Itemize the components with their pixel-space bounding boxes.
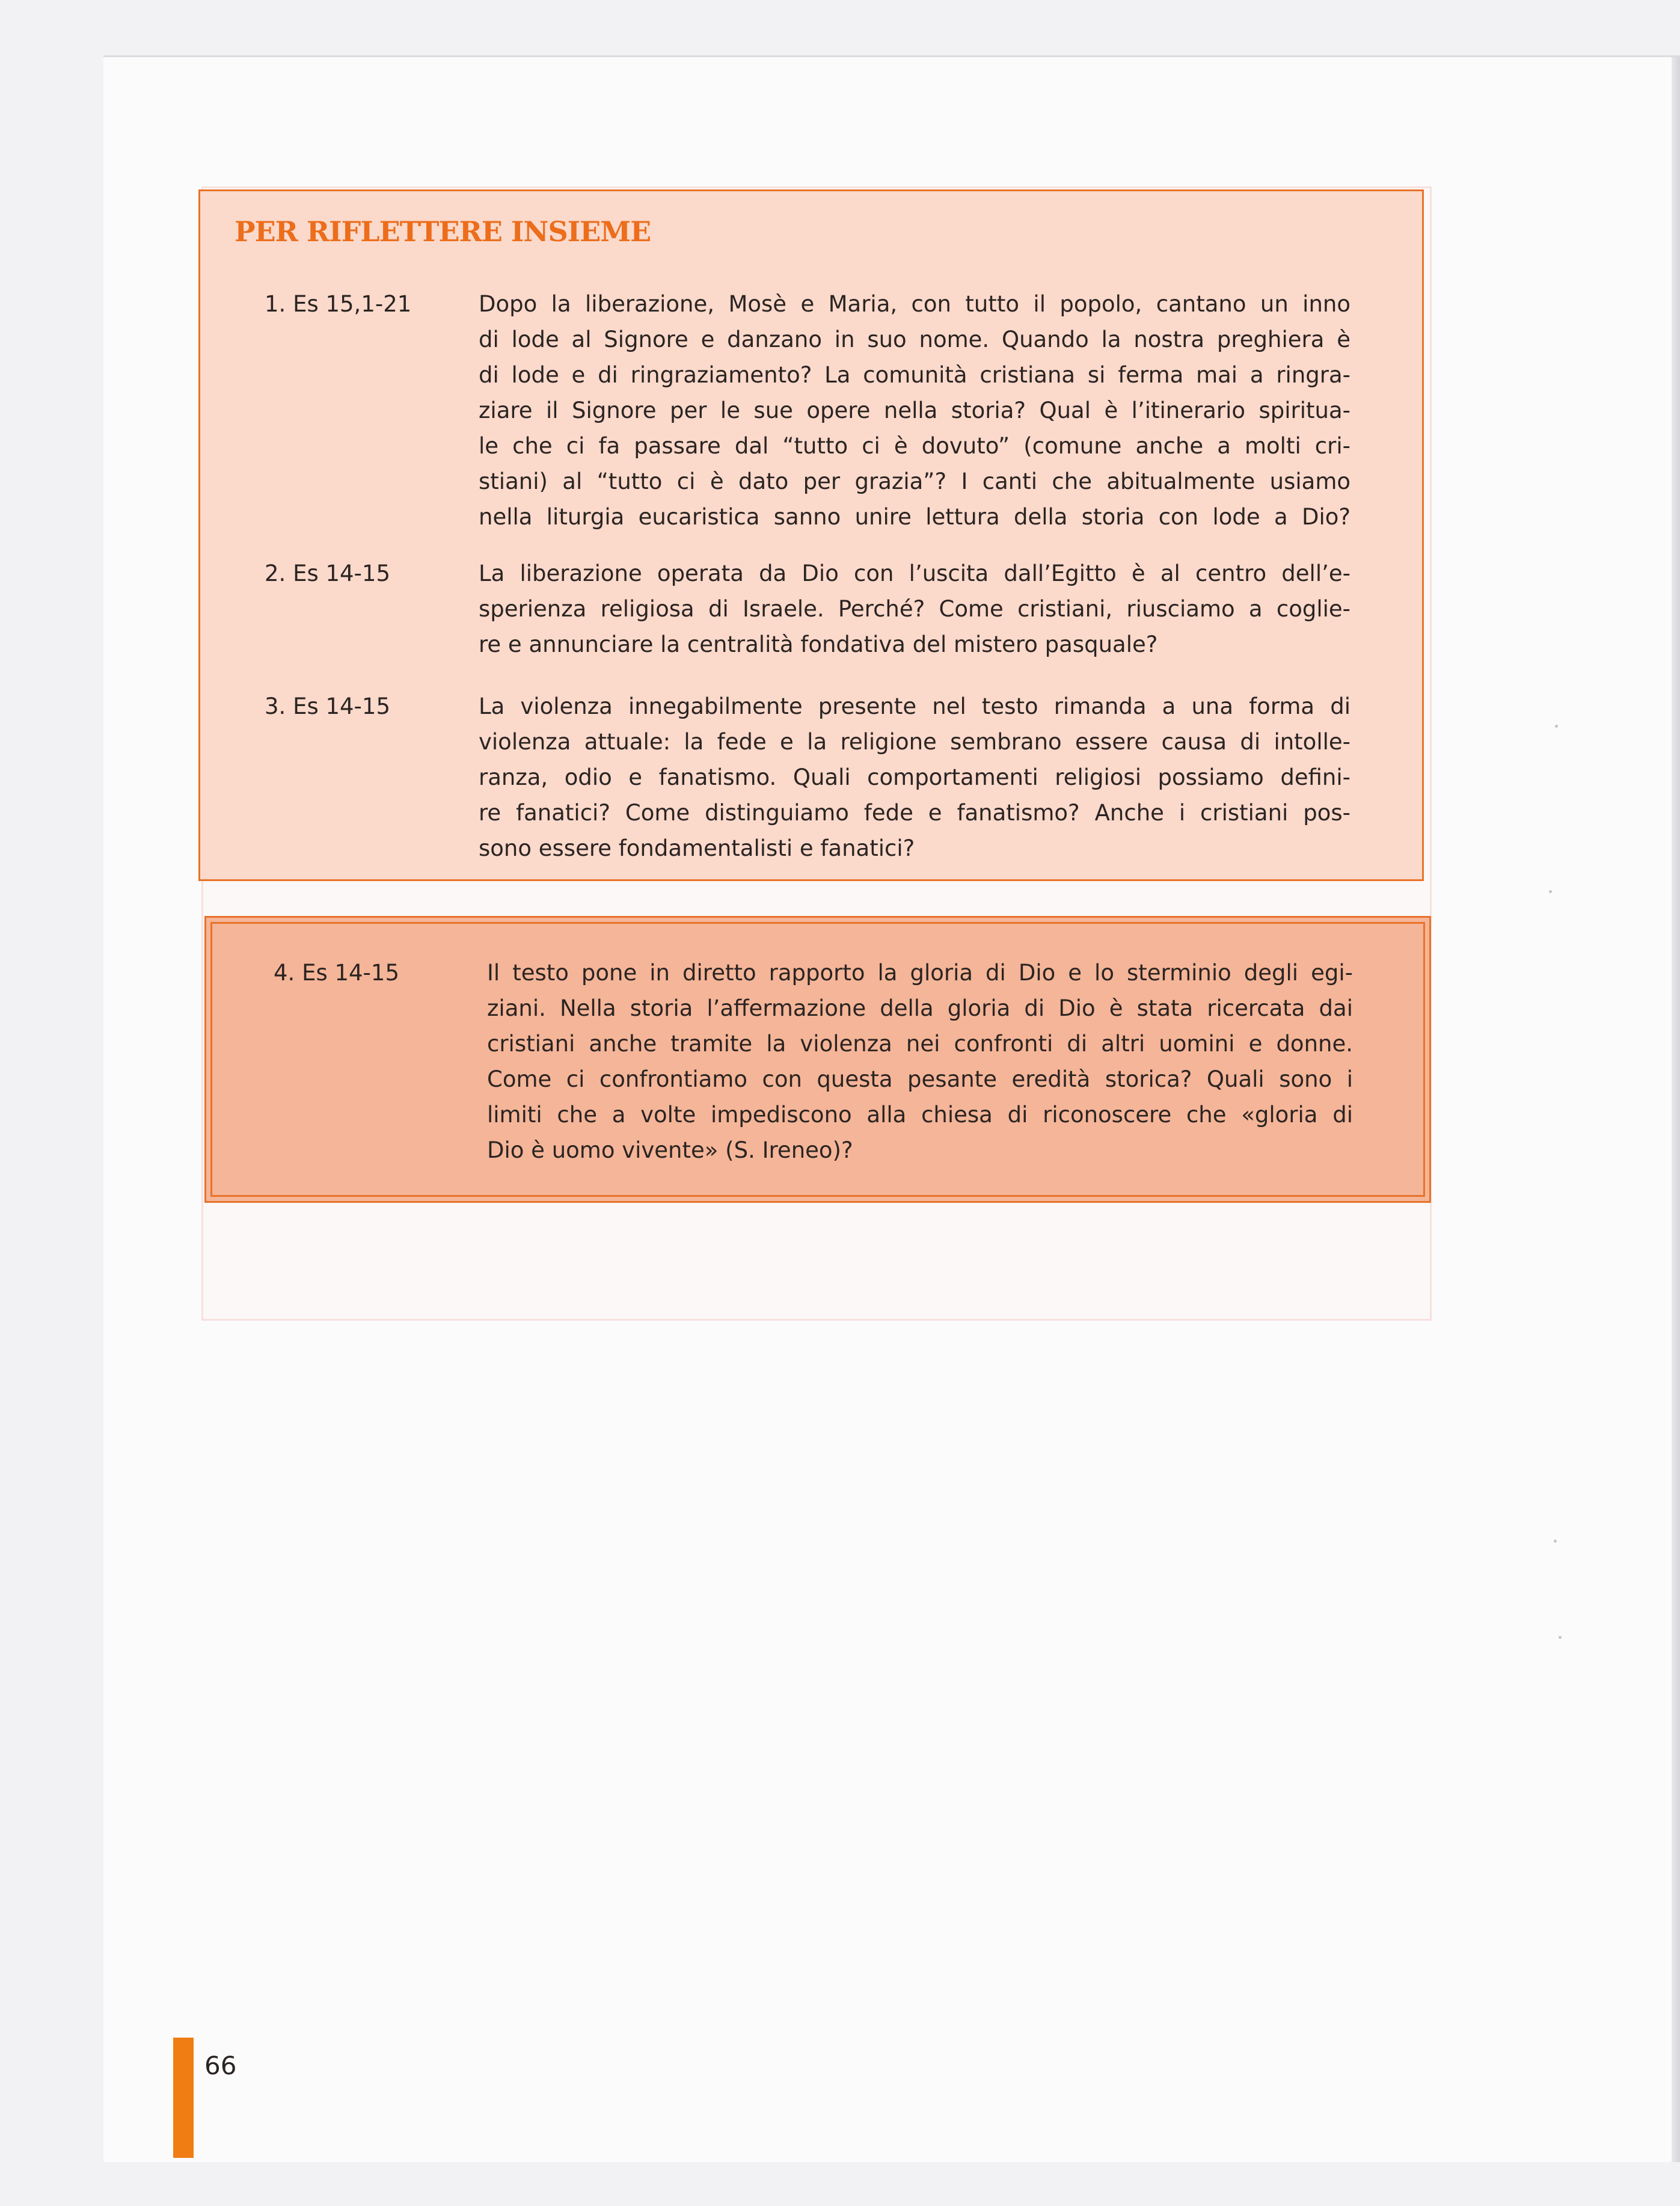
scan-speck bbox=[1554, 1540, 1557, 1543]
scan-speck bbox=[1555, 725, 1558, 728]
item-4-reference: 4. Es 14-15 bbox=[274, 960, 399, 986]
item-3-reference: 3. Es 14-15 bbox=[265, 693, 390, 719]
item-4-line: limiti che a volte impediscono alla chiesa di riconoscere che «gloria di bbox=[487, 1102, 1353, 1128]
item-1-line: nella liturgia eucaristica sanno unire lettura della storia con lode a Dio? bbox=[479, 504, 1350, 530]
item-4-line: cristiani anche tramite la violenza nei confronti di altri uomini e donne. bbox=[487, 1031, 1353, 1057]
item-4-text bbox=[487, 955, 1353, 1168]
item-1-line: Dopo la liberazione, Mosè e Maria, con tutto il popolo, cantano un inno bbox=[479, 291, 1350, 317]
item-2-reference: 2. Es 14-15 bbox=[265, 561, 390, 586]
item-1-reference: 1. Es 15,1-21 bbox=[265, 291, 412, 317]
item-2-line: re e annunciare la centralità fondativa del mistero pasquale? bbox=[479, 631, 1158, 657]
page-number-bar bbox=[173, 2038, 194, 2158]
item-2-line: La liberazione operata da Dio con l’uscita dall’Egitto è al centro dell’e- bbox=[479, 561, 1350, 586]
item-1-line: le che ci fa passare dal “tutto ci è dovuto” (comune anche a molti cri- bbox=[479, 433, 1350, 459]
item-1-text bbox=[479, 286, 1350, 535]
item-1-line: di lode al Signore e danzano in suo nome. Quando la nostra preghiera è bbox=[479, 327, 1350, 352]
scan-speck bbox=[1549, 890, 1552, 893]
item-3-line: re fanatici? Come distinguiamo fede e fanatismo? Anche i cristiani pos- bbox=[479, 800, 1350, 826]
page-number: 66 bbox=[204, 2051, 237, 2080]
item-4-line: Come ci confrontiamo con questa pesante eredità storica? Quali sono i bbox=[487, 1066, 1353, 1092]
item-4-line: Il testo pone in diretto rapporto la gloria di Dio e lo sterminio degli egi- bbox=[487, 960, 1353, 986]
scan-speck bbox=[1559, 1636, 1562, 1639]
item-3-line: La violenza innegabilmente presente nel testo rimanda a una forma di bbox=[479, 693, 1350, 719]
item-4-line: ziani. Nella storia l’affermazione della gloria di Dio è stata ricercata dai bbox=[487, 995, 1353, 1021]
item-1-line: di lode e di ringraziamento? La comunità cristiana si ferma mai a ringra- bbox=[479, 362, 1350, 388]
item-1-line: ziare il Signore per le sue opere nella storia? Qual è l’itinerario spiritua- bbox=[479, 398, 1350, 423]
item-1-line: stiani) al “tutto ci è dato per grazia”? I canti che abitualmente usiamo bbox=[479, 469, 1350, 494]
item-3-line: ranza, odio e fanatismo. Quali comportamenti religiosi possiamo defini- bbox=[479, 764, 1350, 790]
item-3-line: violenza attuale: la fede e la religione sembrano essere causa di intolle- bbox=[479, 729, 1350, 755]
item-3-text bbox=[479, 689, 1350, 866]
section-heading: PER RIFLETTERE INSIEME bbox=[235, 215, 651, 248]
item-2-line: sperienza religiosa di Israele. Perché? Come cristiani, riusciamo a coglie- bbox=[479, 596, 1350, 622]
item-3-line: sono essere fondamentalisti e fanatici? bbox=[479, 835, 915, 861]
item-4-line: Dio è uomo vivente» (S. Ireneo)? bbox=[487, 1137, 853, 1163]
item-2-text bbox=[479, 556, 1350, 662]
scan-edge bbox=[1672, 57, 1680, 2162]
